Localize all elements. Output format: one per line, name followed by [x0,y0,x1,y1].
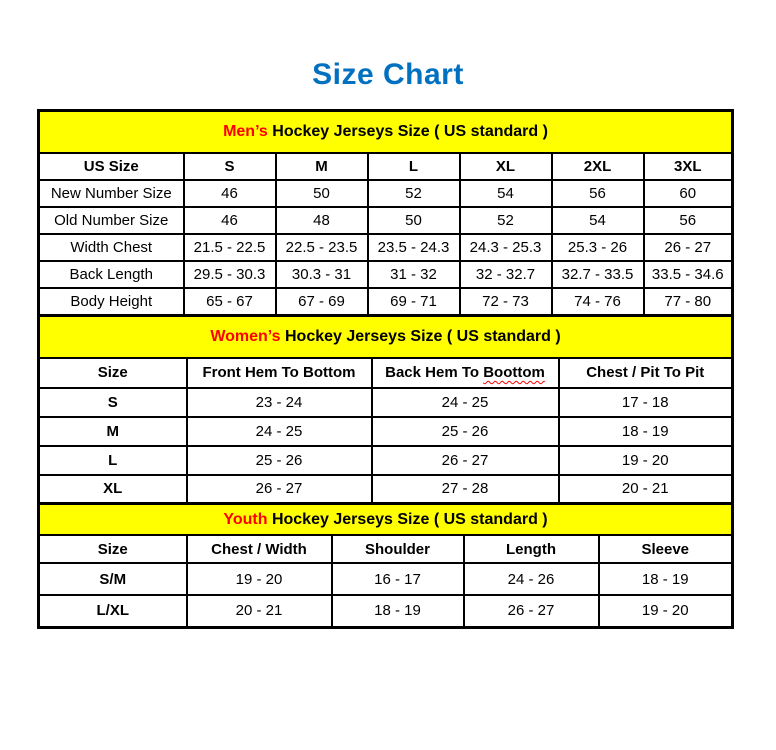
value-cell: 18 - 19 [559,417,733,446]
value-cell: 17 - 18 [559,388,733,417]
youth-section-title [39,504,733,536]
value-cell: 50 [368,207,460,234]
table-row [39,595,733,627]
misspelled-word-squiggle: Boottom [483,364,545,381]
table-row [39,563,733,595]
value-cell: 77 - 80 [644,288,733,315]
value-cell: 18 - 19 [599,563,733,595]
column-header: 3XL [644,153,733,180]
value-cell: 20 - 21 [187,595,332,627]
mens-highlight-label: Men’s [223,123,268,140]
column-header: Chest / Width [187,535,332,563]
table-row [39,417,733,446]
value-cell: 30.3 - 31 [276,261,368,288]
womens-section-title [39,315,733,358]
value-cell: 26 - 27 [187,475,372,504]
row-label: S/M [39,563,187,595]
value-cell: 19 - 20 [559,446,733,475]
value-cell: 24 - 25 [372,388,559,417]
column-header: Length [464,535,599,563]
value-cell: 56 [552,180,644,207]
mens-section-title [39,111,733,154]
value-cell: 21.5 - 22.5 [184,234,276,261]
size-chart [37,109,734,629]
column-header: S [184,153,276,180]
column-header: Size [39,535,187,563]
youth-size-table [37,502,734,629]
womens-section-header-row [39,315,733,358]
youth-highlight-label: Youth [223,510,268,528]
value-cell: 27 - 28 [372,475,559,504]
value-cell: 48 [276,207,368,234]
value-cell: 50 [276,180,368,207]
value-cell: 72 - 73 [460,288,552,315]
value-cell: 20 - 21 [559,475,733,504]
back-hem-prefix: Back Hem To [385,364,484,381]
value-cell: 31 - 32 [368,261,460,288]
value-cell: 16 - 17 [332,563,464,595]
value-cell: 60 [644,180,733,207]
value-cell: 56 [644,207,733,234]
value-cell: 54 [460,180,552,207]
column-header: M [276,153,368,180]
table-row [39,446,733,475]
column-header: Front Hem To Bottom [187,358,372,388]
womens-size-table [37,314,734,506]
value-cell: 46 [184,180,276,207]
row-label: L [39,446,187,475]
column-header [372,358,559,388]
column-header: Chest / Pit To Pit [559,358,733,388]
value-cell: 19 - 20 [187,563,332,595]
value-cell: 25 - 26 [187,446,372,475]
table-row [39,180,733,207]
youth-column-header-row [39,535,733,563]
table-row [39,388,733,417]
column-header: US Size [39,153,184,180]
value-cell: 25 - 26 [372,417,559,446]
womens-title-rest: Hockey Jerseys Size ( US standard ) [280,327,561,345]
table-row [39,234,733,261]
column-header: 2XL [552,153,644,180]
table-row [39,207,733,234]
row-label: Width Chest [39,234,184,261]
value-cell: 69 - 71 [368,288,460,315]
womens-highlight-label: Women’s [210,327,281,345]
value-cell: 24.3 - 25.3 [460,234,552,261]
value-cell: 26 - 27 [372,446,559,475]
value-cell: 29.5 - 30.3 [184,261,276,288]
value-cell: 24 - 26 [464,563,599,595]
mens-section-header-row [39,111,733,154]
column-header: XL [460,153,552,180]
row-label: L/XL [39,595,187,627]
value-cell: 65 - 67 [184,288,276,315]
value-cell: 46 [184,207,276,234]
value-cell: 19 - 20 [599,595,733,627]
womens-column-header-row [39,358,733,388]
column-header: Sleeve [599,535,733,563]
page-title: Size Chart [312,58,464,91]
youth-section-header-row [39,504,733,536]
value-cell: 32 - 32.7 [460,261,552,288]
table-row [39,475,733,504]
table-row [39,288,733,315]
mens-size-table [37,109,734,317]
value-cell: 22.5 - 23.5 [276,234,368,261]
size-chart-page [0,58,776,629]
value-cell: 18 - 19 [332,595,464,627]
value-cell: 52 [368,180,460,207]
value-cell: 25.3 - 26 [552,234,644,261]
value-cell: 74 - 76 [552,288,644,315]
row-label: S [39,388,187,417]
column-header: L [368,153,460,180]
row-label: XL [39,475,187,504]
value-cell: 23.5 - 24.3 [368,234,460,261]
value-cell: 67 - 69 [276,288,368,315]
value-cell: 26 - 27 [464,595,599,627]
row-label: Back Length [39,261,184,288]
value-cell: 54 [552,207,644,234]
row-label: Body Height [39,288,184,315]
value-cell: 32.7 - 33.5 [552,261,644,288]
mens-column-header-row [39,153,733,180]
value-cell: 26 - 27 [644,234,733,261]
column-header: Shoulder [332,535,464,563]
row-label: Old Number Size [39,207,184,234]
value-cell: 52 [460,207,552,234]
table-row [39,261,733,288]
column-header: Size [39,358,187,388]
value-cell: 23 - 24 [187,388,372,417]
value-cell: 33.5 - 34.6 [644,261,733,288]
value-cell: 24 - 25 [187,417,372,446]
row-label: New Number Size [39,180,184,207]
row-label: M [39,417,187,446]
youth-title-rest: Hockey Jerseys Size ( US standard ) [267,510,548,528]
mens-title-rest: Hockey Jerseys Size ( US standard ) [267,123,548,140]
